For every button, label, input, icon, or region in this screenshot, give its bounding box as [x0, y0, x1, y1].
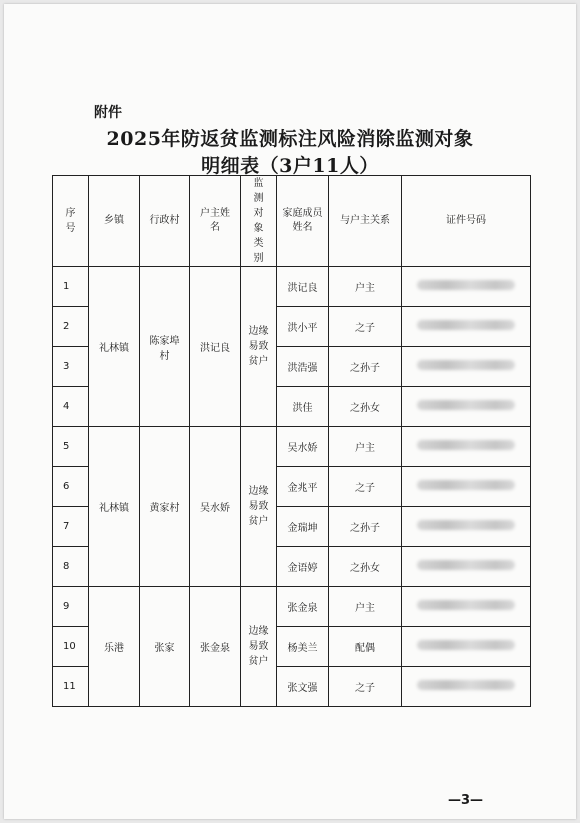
relation-cell: 之孙女 — [329, 387, 402, 427]
redaction-blur — [417, 680, 515, 690]
seq-cell: 5 — [53, 427, 89, 467]
seq-cell: 1 — [53, 267, 89, 307]
id-number-redacted — [402, 667, 531, 707]
type-cell: 边缘易致贫户 — [241, 267, 277, 427]
relation-cell: 之子 — [329, 667, 402, 707]
member-name-cell: 张金泉 — [277, 587, 329, 627]
member-name-cell: 洪记良 — [277, 267, 329, 307]
redaction-blur — [417, 520, 515, 530]
seq-cell: 11 — [53, 667, 89, 707]
village-cell: 张家 — [140, 587, 190, 707]
seq-cell: 2 — [53, 307, 89, 347]
town-cell: 礼林镇 — [89, 427, 140, 587]
relation-cell: 之子 — [329, 307, 402, 347]
redaction-blur — [417, 280, 515, 290]
redaction-blur — [417, 600, 515, 610]
header-id-number: 证件号码 — [402, 176, 531, 267]
header-town: 乡镇 — [89, 176, 140, 267]
village-cell: 陈家埠村 — [140, 267, 190, 427]
header-member-name: 家庭成员姓名 — [277, 176, 329, 267]
seq-cell: 4 — [53, 387, 89, 427]
header-type: 监测对象类别 — [241, 176, 277, 267]
header-village: 行政村 — [140, 176, 190, 267]
redaction-blur — [417, 560, 515, 570]
member-name-cell: 吴水娇 — [277, 427, 329, 467]
relation-cell: 之孙子 — [329, 347, 402, 387]
id-number-redacted — [402, 627, 531, 667]
id-number-redacted — [402, 427, 531, 467]
id-number-redacted — [402, 267, 531, 307]
member-name-cell: 洪浩强 — [277, 347, 329, 387]
table-header-row — [53, 176, 531, 267]
type-cell: 边缘易致贫户 — [241, 587, 277, 707]
head-name-cell: 洪记良 — [190, 267, 241, 427]
head-name-cell: 吴水娇 — [190, 427, 241, 587]
relation-cell: 配偶 — [329, 627, 402, 667]
member-name-cell: 杨美兰 — [277, 627, 329, 667]
header-head-name: 户主姓名 — [190, 176, 241, 267]
relation-cell: 户主 — [329, 587, 402, 627]
redaction-blur — [417, 320, 515, 330]
member-name-cell: 金语婷 — [277, 547, 329, 587]
id-number-redacted — [402, 467, 531, 507]
redaction-blur — [417, 360, 515, 370]
member-name-cell: 洪小平 — [277, 307, 329, 347]
relation-cell: 户主 — [329, 267, 402, 307]
header-seq: 序号 — [53, 176, 89, 267]
redaction-blur — [417, 400, 515, 410]
id-number-redacted — [402, 307, 531, 347]
redaction-blur — [417, 640, 515, 650]
member-name-cell: 洪佳 — [277, 387, 329, 427]
attachment-label: 附件 — [94, 105, 122, 121]
table-row — [53, 267, 531, 307]
town-cell: 礼林镇 — [89, 267, 140, 427]
relation-cell: 之孙女 — [329, 547, 402, 587]
seq-cell: 8 — [53, 547, 89, 587]
relation-cell: 户主 — [329, 427, 402, 467]
id-number-redacted — [402, 547, 531, 587]
seq-cell: 10 — [53, 627, 89, 667]
redaction-blur — [417, 440, 515, 450]
relation-cell: 之子 — [329, 467, 402, 507]
id-number-redacted — [402, 587, 531, 627]
town-cell: 乐港 — [89, 587, 140, 707]
id-number-redacted — [402, 507, 531, 547]
header-relation: 与户主关系 — [329, 176, 402, 267]
seq-cell: 9 — [53, 587, 89, 627]
member-name-cell: 张文强 — [277, 667, 329, 707]
monitoring-table — [52, 175, 531, 707]
member-name-cell: 金瑞坤 — [277, 507, 329, 547]
relation-cell: 之孙子 — [329, 507, 402, 547]
redaction-blur — [417, 480, 515, 490]
id-number-redacted — [402, 347, 531, 387]
head-name-cell: 张金泉 — [190, 587, 241, 707]
village-cell: 黄家村 — [140, 427, 190, 587]
seq-cell: 3 — [53, 347, 89, 387]
seq-cell: 6 — [53, 467, 89, 507]
page-number: —3— — [448, 793, 484, 808]
document-title-line-2: 明细表（3户11人） — [201, 155, 379, 177]
type-cell: 边缘易致贫户 — [241, 427, 277, 587]
table-row — [53, 427, 531, 467]
table-row — [53, 587, 531, 627]
document-title-line-1: 2025年防返贫监测标注风险消除监测对象 — [106, 128, 474, 150]
id-number-redacted — [402, 387, 531, 427]
member-name-cell: 金兆平 — [277, 467, 329, 507]
seq-cell: 7 — [53, 507, 89, 547]
document-page — [4, 4, 576, 819]
